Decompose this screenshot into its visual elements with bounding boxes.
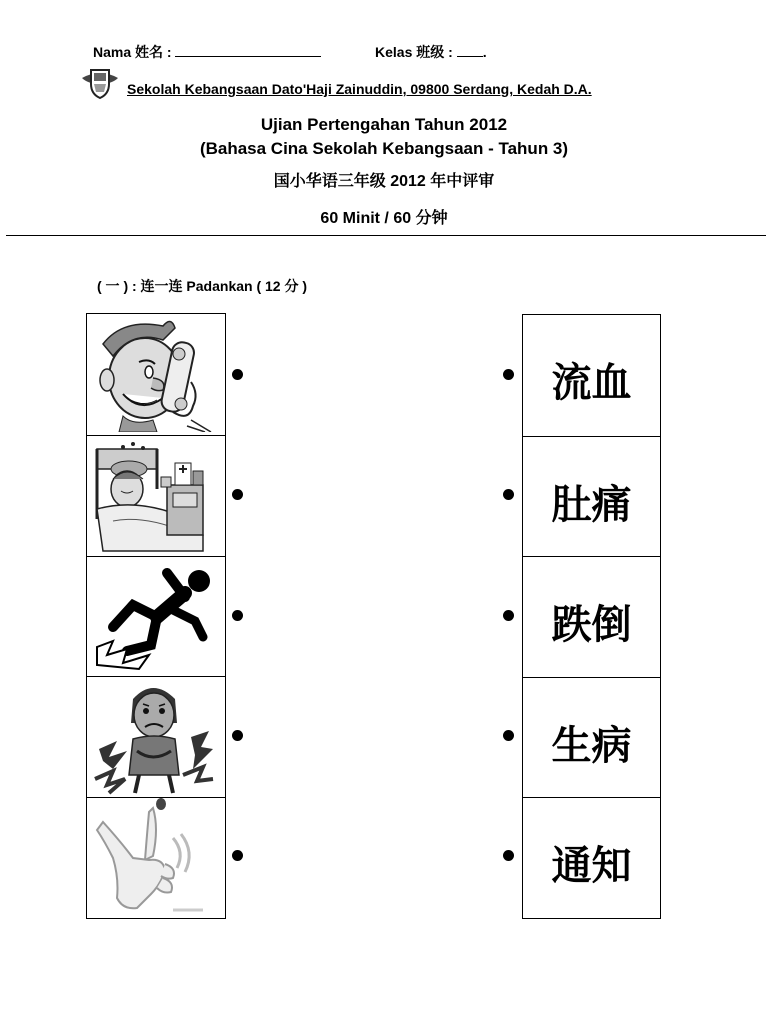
left-dot-2[interactable] xyxy=(232,489,243,500)
class-blank-end: . xyxy=(482,44,487,60)
phone-call-icon xyxy=(93,316,213,432)
falling-person-icon xyxy=(93,565,215,673)
right-dot-2[interactable] xyxy=(503,489,514,500)
picture-cell xyxy=(87,676,225,797)
sick-in-bed-icon xyxy=(93,439,215,553)
picture-cell xyxy=(87,556,225,676)
picture-cell xyxy=(87,797,225,918)
word-cell xyxy=(523,315,660,436)
class-blank[interactable] xyxy=(457,42,483,57)
word-notify: 通知 xyxy=(551,843,632,889)
word-fall-down: 跌倒 xyxy=(551,602,632,648)
class-field-row xyxy=(375,42,487,62)
name-label: Nama 姓名 : xyxy=(93,44,172,60)
word-bleeding: 流血 xyxy=(551,360,632,406)
left-dot-4[interactable] xyxy=(232,730,243,741)
word-stomach-ache: 肚痛 xyxy=(551,482,632,528)
exam-subtitle: (Bahasa Cina Sekolah Kebangsaan - Tahun 3) xyxy=(199,139,569,158)
name-field-row xyxy=(93,42,321,62)
picture-cell xyxy=(87,435,225,556)
exam-title-chinese: 国小华语三年级 2012 年中评审 xyxy=(273,173,495,190)
left-dot-1[interactable] xyxy=(232,369,243,380)
right-dot-1[interactable] xyxy=(503,369,514,380)
word-cell xyxy=(523,436,660,556)
name-blank[interactable] xyxy=(175,42,321,57)
school-name: Sekolah Kebangsaan Dato'Haji Zainuddin, 09800 Serdang, Kedah D.A. xyxy=(127,81,592,97)
left-dot-3[interactable] xyxy=(232,610,243,621)
header-divider xyxy=(6,235,766,236)
word-sick: 生病 xyxy=(551,723,632,769)
picture-column xyxy=(86,313,226,919)
word-column xyxy=(522,314,661,919)
right-dot-3[interactable] xyxy=(503,610,514,621)
word-cell xyxy=(523,677,660,797)
picture-cell xyxy=(87,314,225,435)
left-dot-5[interactable] xyxy=(232,850,243,861)
section-heading: ( 一 ) : 连一连 Padankan ( 12 分 ) xyxy=(97,278,308,294)
right-dot-4[interactable] xyxy=(503,730,514,741)
word-cell xyxy=(523,797,660,918)
right-dot-5[interactable] xyxy=(503,850,514,861)
class-label: Kelas 班级 : xyxy=(375,44,453,60)
school-crest-icon xyxy=(80,64,120,100)
stomach-ache-icon xyxy=(93,679,215,795)
exam-title: Ujian Pertengahan Tahun 2012 xyxy=(260,115,508,134)
bleeding-finger-icon xyxy=(93,798,215,916)
word-cell xyxy=(523,556,660,677)
exam-duration: 60 Minit / 60 分钟 xyxy=(320,210,448,227)
